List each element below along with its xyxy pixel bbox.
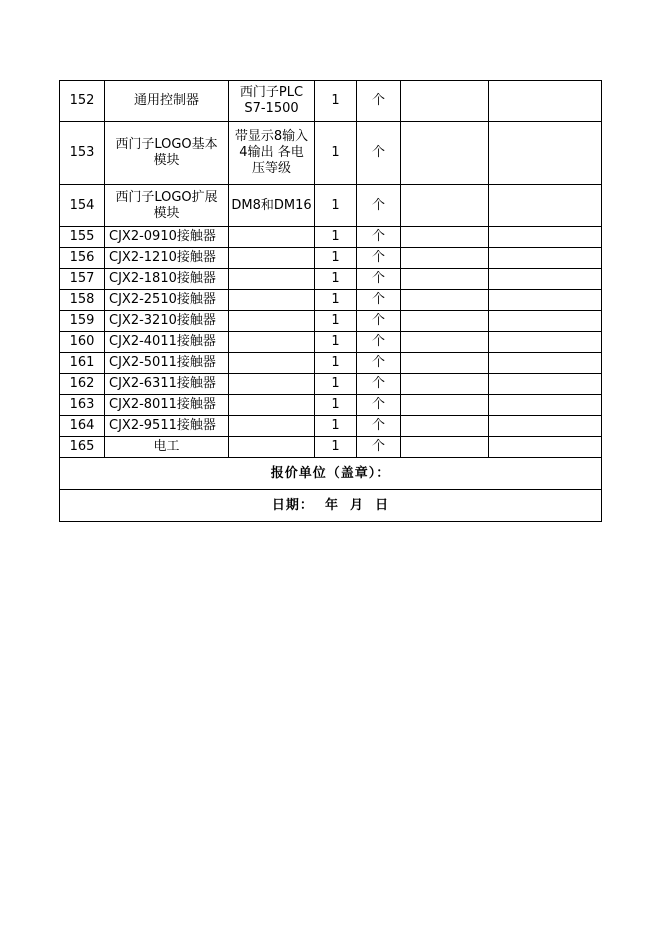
item-price (401, 374, 489, 395)
item-name: CJX2-1210接触器 (105, 248, 229, 269)
item-quantity: 1 (315, 185, 357, 227)
table-row (60, 416, 602, 437)
item-price (401, 269, 489, 290)
item-quantity: 1 (315, 437, 357, 458)
item-price (401, 353, 489, 374)
item-remark (489, 122, 602, 185)
item-price (401, 81, 489, 122)
footer-row-quote-unit (60, 458, 602, 490)
item-spec (229, 437, 315, 458)
item-quantity: 1 (315, 311, 357, 332)
table-row (60, 332, 602, 353)
item-remark (489, 395, 602, 416)
quotation-table (59, 80, 602, 522)
item-quantity: 1 (315, 227, 357, 248)
item-remark (489, 437, 602, 458)
item-quantity: 1 (315, 290, 357, 311)
item-price (401, 395, 489, 416)
item-remark (489, 81, 602, 122)
item-spec (229, 290, 315, 311)
item-number: 154 (60, 185, 105, 227)
item-quantity: 1 (315, 353, 357, 374)
item-number: 161 (60, 353, 105, 374)
item-remark (489, 227, 602, 248)
item-spec (229, 353, 315, 374)
item-quantity: 1 (315, 395, 357, 416)
table-row (60, 248, 602, 269)
item-name: 电工 (105, 437, 229, 458)
item-remark (489, 311, 602, 332)
item-price (401, 227, 489, 248)
footer-row-date (60, 490, 602, 522)
item-spec (229, 374, 315, 395)
item-unit: 个 (357, 227, 401, 248)
quote-unit-stamp-label: 报价单位（盖章）： (60, 458, 602, 490)
item-name: CJX2-6311接触器 (105, 374, 229, 395)
item-remark (489, 248, 602, 269)
item-price (401, 248, 489, 269)
item-price (401, 332, 489, 353)
item-remark (489, 269, 602, 290)
table-row (60, 185, 602, 227)
date-label: 日期： 年 月 日 (60, 490, 602, 522)
item-name: 西门子LOGO扩展 模块 (105, 185, 229, 227)
item-quantity: 1 (315, 416, 357, 437)
item-name: CJX2-4011接触器 (105, 332, 229, 353)
table-row (60, 374, 602, 395)
item-number: 163 (60, 395, 105, 416)
item-unit: 个 (357, 269, 401, 290)
item-spec (229, 395, 315, 416)
item-quantity: 1 (315, 81, 357, 122)
item-number: 158 (60, 290, 105, 311)
item-price (401, 185, 489, 227)
item-name: 西门子LOGO基本 模块 (105, 122, 229, 185)
item-remark (489, 332, 602, 353)
item-unit: 个 (357, 332, 401, 353)
item-number: 153 (60, 122, 105, 185)
item-unit: 个 (357, 437, 401, 458)
table-row (60, 81, 602, 122)
item-spec (229, 311, 315, 332)
item-spec: DM8和DM16 (229, 185, 315, 227)
item-unit: 个 (357, 248, 401, 269)
item-spec (229, 416, 315, 437)
item-unit: 个 (357, 416, 401, 437)
table-row (60, 269, 602, 290)
item-name: 通用控制器 (105, 81, 229, 122)
item-price (401, 311, 489, 332)
item-number: 155 (60, 227, 105, 248)
quotation-sheet (59, 80, 601, 522)
item-number: 159 (60, 311, 105, 332)
table-row (60, 437, 602, 458)
item-spec: 西门子PLC S7-1500 (229, 81, 315, 122)
item-price (401, 122, 489, 185)
item-remark (489, 416, 602, 437)
item-number: 157 (60, 269, 105, 290)
item-unit: 个 (357, 395, 401, 416)
item-number: 156 (60, 248, 105, 269)
table-row (60, 311, 602, 332)
item-name: CJX2-9511接触器 (105, 416, 229, 437)
table-row (60, 395, 602, 416)
item-unit: 个 (357, 122, 401, 185)
item-unit: 个 (357, 311, 401, 332)
item-number: 162 (60, 374, 105, 395)
item-price (401, 290, 489, 311)
item-quantity: 1 (315, 269, 357, 290)
item-spec: 带显示8输入 4输出 各电 压等级 (229, 122, 315, 185)
item-unit: 个 (357, 290, 401, 311)
item-unit: 个 (357, 81, 401, 122)
item-number: 152 (60, 81, 105, 122)
item-unit: 个 (357, 185, 401, 227)
item-spec (229, 269, 315, 290)
item-number: 164 (60, 416, 105, 437)
item-price (401, 416, 489, 437)
item-name: CJX2-1810接触器 (105, 269, 229, 290)
item-name: CJX2-3210接触器 (105, 311, 229, 332)
item-spec (229, 248, 315, 269)
item-quantity: 1 (315, 332, 357, 353)
item-name: CJX2-2510接触器 (105, 290, 229, 311)
item-number: 165 (60, 437, 105, 458)
table-row (60, 353, 602, 374)
item-remark (489, 290, 602, 311)
item-name: CJX2-5011接触器 (105, 353, 229, 374)
item-number: 160 (60, 332, 105, 353)
item-quantity: 1 (315, 122, 357, 185)
table-row (60, 290, 602, 311)
item-price (401, 437, 489, 458)
table-row (60, 227, 602, 248)
item-unit: 个 (357, 374, 401, 395)
item-quantity: 1 (315, 374, 357, 395)
item-spec (229, 332, 315, 353)
item-remark (489, 374, 602, 395)
item-unit: 个 (357, 353, 401, 374)
item-name: CJX2-8011接触器 (105, 395, 229, 416)
item-remark (489, 353, 602, 374)
item-quantity: 1 (315, 248, 357, 269)
item-spec (229, 227, 315, 248)
item-name: CJX2-0910接触器 (105, 227, 229, 248)
table-row (60, 122, 602, 185)
item-remark (489, 185, 602, 227)
